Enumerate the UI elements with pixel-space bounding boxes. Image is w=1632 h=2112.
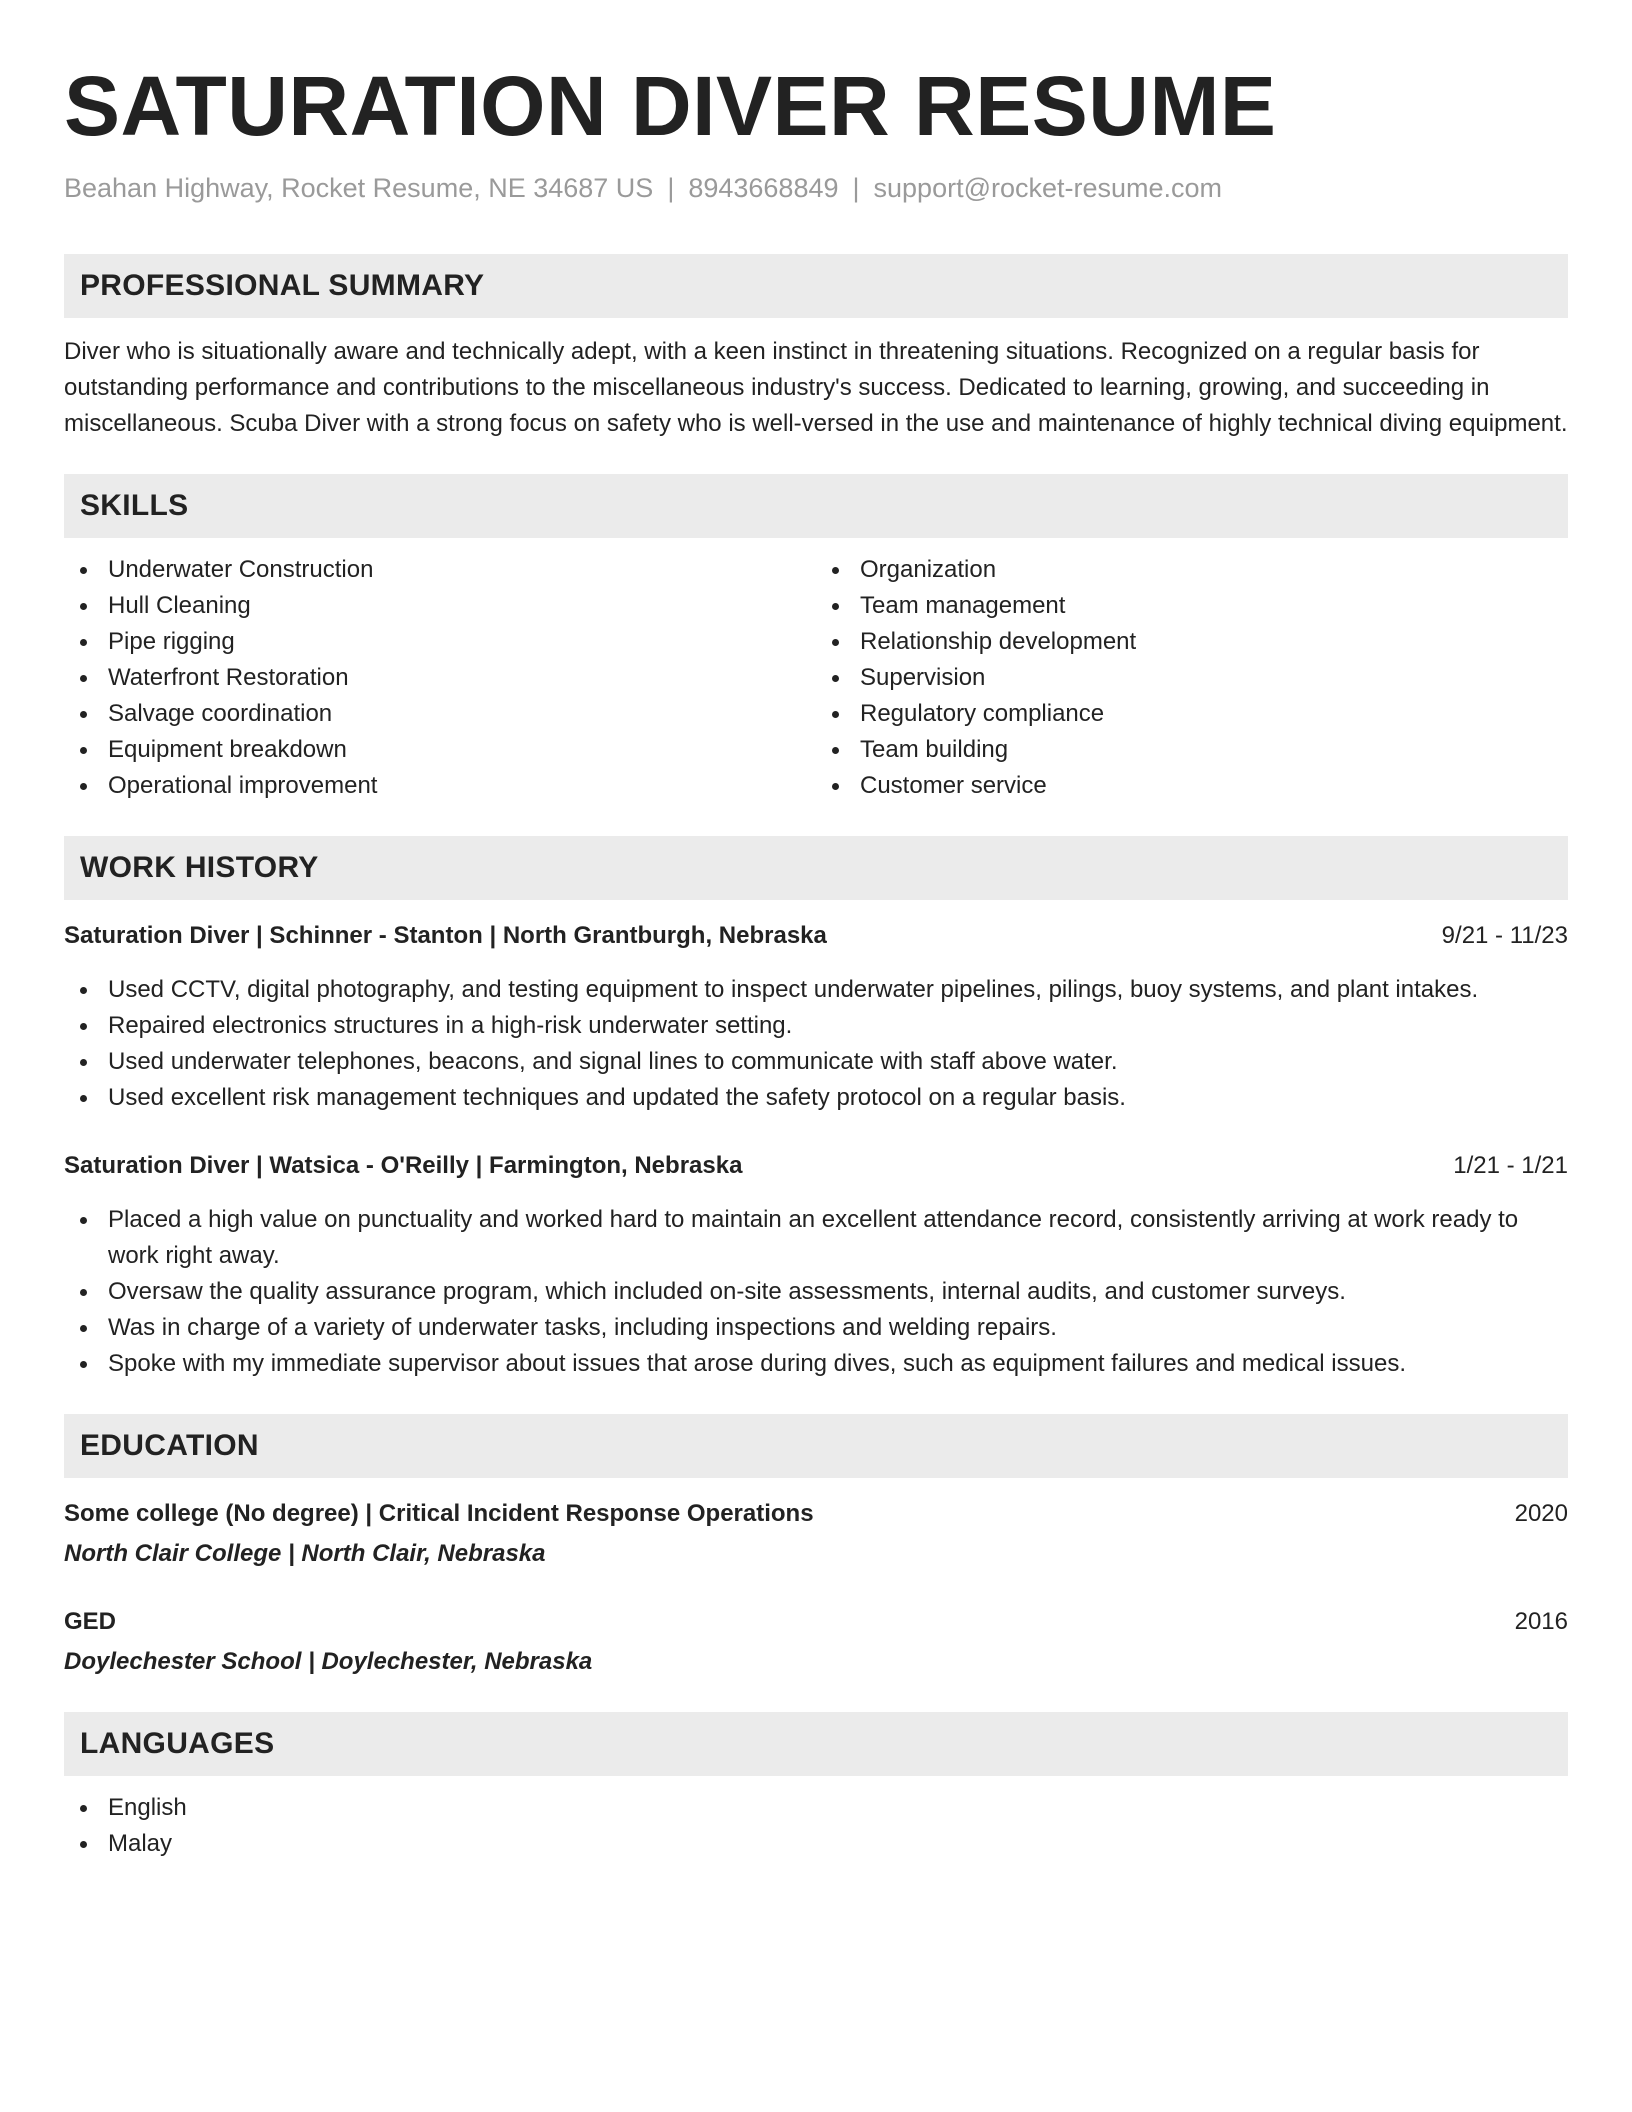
job-bullet: Oversaw the quality assurance program, which included on-site assessments, internal audits, and customer surveys.	[64, 1274, 1568, 1310]
skill-item: Regulatory compliance	[816, 696, 1568, 732]
bullet-icon	[80, 603, 87, 610]
job-bullet: Spoke with my immediate supervisor about issues that arose during dives, such as equipment failures and medical issues.	[64, 1346, 1568, 1382]
skill-item: Underwater Construction	[64, 552, 816, 588]
education-school: North Clair College | North Clair, Nebraska	[64, 1540, 546, 1567]
bullet-icon	[80, 1841, 87, 1848]
section-title: WORK HISTORY	[80, 851, 319, 884]
education-degree: GED	[64, 1608, 117, 1635]
job-entry	[64, 918, 1568, 1116]
job-dates: 1/21 - 1/21	[1453, 1152, 1568, 1179]
contact-address: Beahan Highway, Rocket Resume, NE 34687 US	[64, 173, 654, 203]
skill-item: Equipment breakdown	[64, 732, 816, 768]
summary-paragraph: Diver who is situationally aware and technically adept, with a keen instinct in threatening situations. Recognized on a regular basis for outstanding performance and contributions to the miscellaneous industry's success. Dedicated to learning, growing, and succeeding in miscellaneous. Scuba Diver with a strong focus on safety who is well-versed in the use and maintenance of highly technical diving equipment.	[64, 338, 1568, 437]
bullet-icon	[80, 711, 87, 718]
job-bullets	[64, 1202, 1568, 1382]
job-dates: 9/21 - 11/23	[1441, 922, 1568, 949]
job-title: Saturation Diver | Watsica - O'Reilly | Farmington, Nebraska	[64, 1152, 743, 1179]
bullet-icon	[832, 603, 839, 610]
bullet-icon	[832, 567, 839, 574]
bullet-icon	[80, 1217, 87, 1224]
bullet-icon	[832, 675, 839, 682]
job-bullet: Repaired electronics structures in a high-risk underwater setting.	[64, 1008, 1568, 1044]
skills-column-right	[816, 552, 1568, 804]
job-bullet: Used excellent risk management techniques and updated the safety protocol on a regular basis.	[64, 1080, 1568, 1116]
bullet-icon	[80, 1325, 87, 1332]
skill-item: Hull Cleaning	[64, 588, 816, 624]
skill-item: Waterfront Restoration	[64, 660, 816, 696]
skill-item: Relationship development	[816, 624, 1568, 660]
education-degree: Some college (No degree) | Critical Incident Response Operations	[64, 1500, 814, 1527]
job-bullet: Placed a high value on punctuality and worked hard to maintain an excellent attendance record, consistently arriving at work ready to work right away.	[64, 1202, 1568, 1274]
job-bullets	[64, 972, 1568, 1116]
section-title: LANGUAGES	[80, 1727, 275, 1760]
job-header	[64, 918, 1568, 954]
bullet-icon	[832, 783, 839, 790]
bullet-icon	[80, 1361, 87, 1368]
bullet-icon	[832, 747, 839, 754]
bullet-icon	[80, 639, 87, 646]
education-entry	[64, 1604, 1568, 1680]
skills-column-left	[64, 552, 816, 804]
education-year: 2020	[1514, 1500, 1568, 1527]
education-header	[64, 1604, 1568, 1640]
contact-line	[64, 170, 1568, 206]
bullet-icon	[832, 711, 839, 718]
skill-item: Supervision	[816, 660, 1568, 696]
skill-item: Salvage coordination	[64, 696, 816, 732]
education-year: 2016	[1514, 1608, 1568, 1635]
education-school: Doylechester School | Doylechester, Nebraska	[64, 1648, 593, 1675]
contact-phone: 8943668849	[688, 173, 839, 203]
skills-columns	[64, 552, 1568, 804]
section-header-skills	[64, 474, 1568, 538]
contact-separator: |	[852, 173, 860, 203]
section-header-languages	[64, 1712, 1568, 1776]
skill-item: Pipe rigging	[64, 624, 816, 660]
bullet-icon	[80, 783, 87, 790]
languages-list	[64, 1790, 1568, 1862]
contact-separator: |	[667, 173, 675, 203]
bullet-icon	[80, 1095, 87, 1102]
job-header	[64, 1148, 1568, 1184]
bullet-icon	[80, 747, 87, 754]
bullet-icon	[80, 675, 87, 682]
language-item: English	[64, 1790, 1568, 1826]
skill-item: Team building	[816, 732, 1568, 768]
job-bullet: Was in charge of a variety of underwater tasks, including inspections and welding repairs.	[64, 1310, 1568, 1346]
bullet-icon	[80, 1805, 87, 1812]
section-title: EDUCATION	[80, 1429, 259, 1462]
education-entry	[64, 1496, 1568, 1572]
job-title: Saturation Diver | Schinner - Stanton | North Grantburgh, Nebraska	[64, 922, 827, 949]
section-header-education	[64, 1414, 1568, 1478]
section-title: SKILLS	[80, 489, 189, 522]
section-header-summary	[64, 254, 1568, 318]
bullet-icon	[832, 639, 839, 646]
bullet-icon	[80, 1289, 87, 1296]
section-header-work-history	[64, 836, 1568, 900]
skill-item: Organization	[816, 552, 1568, 588]
skill-item: Customer service	[816, 768, 1568, 804]
bullet-icon	[80, 987, 87, 994]
skill-item: Operational improvement	[64, 768, 816, 804]
job-bullet: Used CCTV, digital photography, and testing equipment to inspect underwater pipelines, pilings, buoy systems, and plant intakes.	[64, 972, 1568, 1008]
education-header	[64, 1496, 1568, 1532]
job-bullet: Used underwater telephones, beacons, and signal lines to communicate with staff above water.	[64, 1044, 1568, 1080]
section-title: PROFESSIONAL SUMMARY	[80, 269, 485, 302]
bullet-icon	[80, 567, 87, 574]
bullet-icon	[80, 1059, 87, 1066]
contact-email: support@rocket-resume.com	[873, 173, 1223, 203]
job-entry	[64, 1148, 1568, 1382]
language-item: Malay	[64, 1826, 1568, 1862]
bullet-icon	[80, 1023, 87, 1030]
resume-title: SATURATION DIVER RESUME	[64, 59, 1277, 153]
skill-item: Team management	[816, 588, 1568, 624]
